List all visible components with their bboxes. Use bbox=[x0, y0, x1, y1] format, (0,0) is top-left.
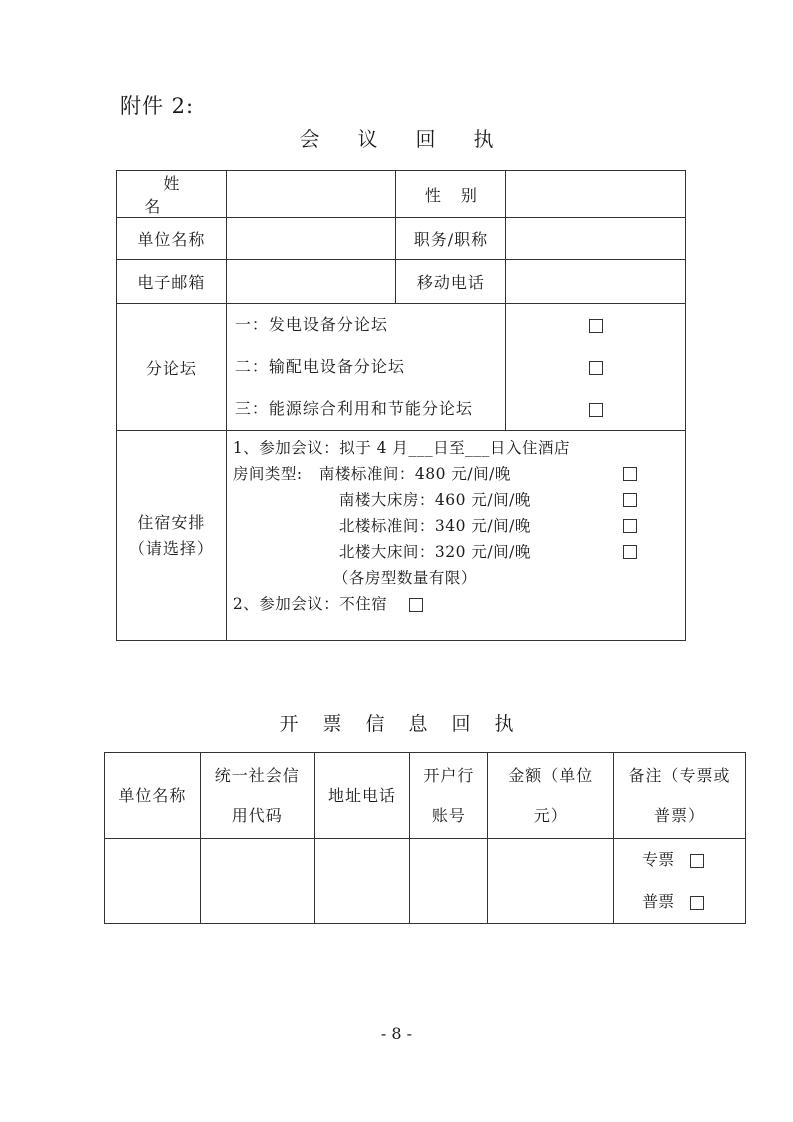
email-label: 电子邮箱 bbox=[117, 260, 227, 304]
room-option: 北楼大床间：320 元/间/晚 bbox=[338, 543, 531, 561]
forum-1-checkbox[interactable] bbox=[589, 319, 603, 333]
forum-item: 三：能源综合利用和节能分论坛 bbox=[234, 399, 473, 418]
name-field[interactable] bbox=[226, 171, 396, 218]
room-row bbox=[233, 487, 685, 513]
invoice-receipt-table bbox=[104, 752, 746, 924]
header-remarks: 备注（专票或 普票） bbox=[614, 753, 746, 839]
address-phone-field[interactable] bbox=[314, 839, 410, 924]
lodging-label: 住宿安排 （请选择） bbox=[117, 431, 227, 641]
room-note: （各房型数量有限） bbox=[332, 569, 477, 587]
position-label: 职务/职称 bbox=[396, 218, 506, 260]
unit-label: 单位名称 bbox=[117, 218, 227, 260]
mobile-label: 移动电话 bbox=[396, 260, 506, 304]
unit-field[interactable] bbox=[226, 218, 396, 260]
header-amount: 金额（单位 元） bbox=[488, 753, 614, 839]
forum-list bbox=[226, 304, 505, 431]
room-type-label: 房间类型: bbox=[232, 465, 303, 483]
position-field[interactable] bbox=[506, 218, 686, 260]
general-invoice-option: 普票 bbox=[642, 881, 745, 923]
room-row bbox=[233, 461, 685, 487]
special-invoice-option: 专票 bbox=[642, 839, 745, 881]
header-bank-account: 开户行 账号 bbox=[410, 753, 488, 839]
room-option: 南楼标准间：480 元/间/晚 bbox=[318, 465, 511, 483]
lodging-option-2: 2、参加会议：不住宿 bbox=[233, 591, 685, 617]
page-number: - 8 - bbox=[380, 1024, 413, 1043]
unit-name-field[interactable] bbox=[105, 839, 201, 924]
room-row bbox=[233, 513, 685, 539]
email-field[interactable] bbox=[226, 260, 396, 304]
amount-field[interactable] bbox=[488, 839, 614, 924]
gender-field[interactable] bbox=[506, 171, 686, 218]
room-option: 北楼标准间：340 元/间/晚 bbox=[338, 517, 531, 535]
room-3-checkbox[interactable] bbox=[623, 519, 637, 533]
special-invoice-checkbox[interactable] bbox=[690, 854, 704, 868]
header-unit-name: 单位名称 bbox=[105, 753, 201, 839]
forum-label: 分论坛 bbox=[117, 304, 227, 431]
mobile-field[interactable] bbox=[506, 260, 686, 304]
room-row bbox=[233, 539, 685, 565]
meeting-receipt-table bbox=[116, 170, 686, 641]
forum-2-checkbox[interactable] bbox=[589, 361, 603, 375]
attachment-label: 附件 2: bbox=[120, 94, 195, 118]
general-invoice-checkbox[interactable] bbox=[690, 896, 704, 910]
bank-account-field[interactable] bbox=[410, 839, 488, 924]
forum-item: 二：输配电设备分论坛 bbox=[234, 357, 405, 376]
credit-code-field[interactable] bbox=[200, 839, 314, 924]
lodging-option-1: 1、参加会议：拟于 4 月___日至___日入住酒店 bbox=[232, 439, 570, 457]
forum-3-checkbox[interactable] bbox=[589, 403, 603, 417]
lodging-options bbox=[226, 431, 685, 641]
room-2-checkbox[interactable] bbox=[623, 493, 637, 507]
invoice-receipt-title: 开票信息回执 bbox=[279, 713, 538, 735]
room-1-checkbox[interactable] bbox=[623, 467, 637, 481]
room-option: 南楼大床房：460 元/间/晚 bbox=[338, 491, 531, 509]
room-4-checkbox[interactable] bbox=[623, 545, 637, 559]
gender-label: 性别 bbox=[396, 171, 506, 218]
header-credit-code: 统一社会信 用代码 bbox=[200, 753, 314, 839]
meeting-receipt-title: 会议回执 bbox=[299, 127, 532, 151]
header-address-phone: 地址电话 bbox=[314, 753, 410, 839]
forum-item: 一：发电设备分论坛 bbox=[234, 315, 388, 334]
invoice-type-cell bbox=[614, 839, 746, 924]
name-label: 姓名 bbox=[117, 171, 227, 218]
forum-checkboxes bbox=[506, 304, 686, 431]
no-lodging-checkbox[interactable] bbox=[409, 598, 423, 612]
